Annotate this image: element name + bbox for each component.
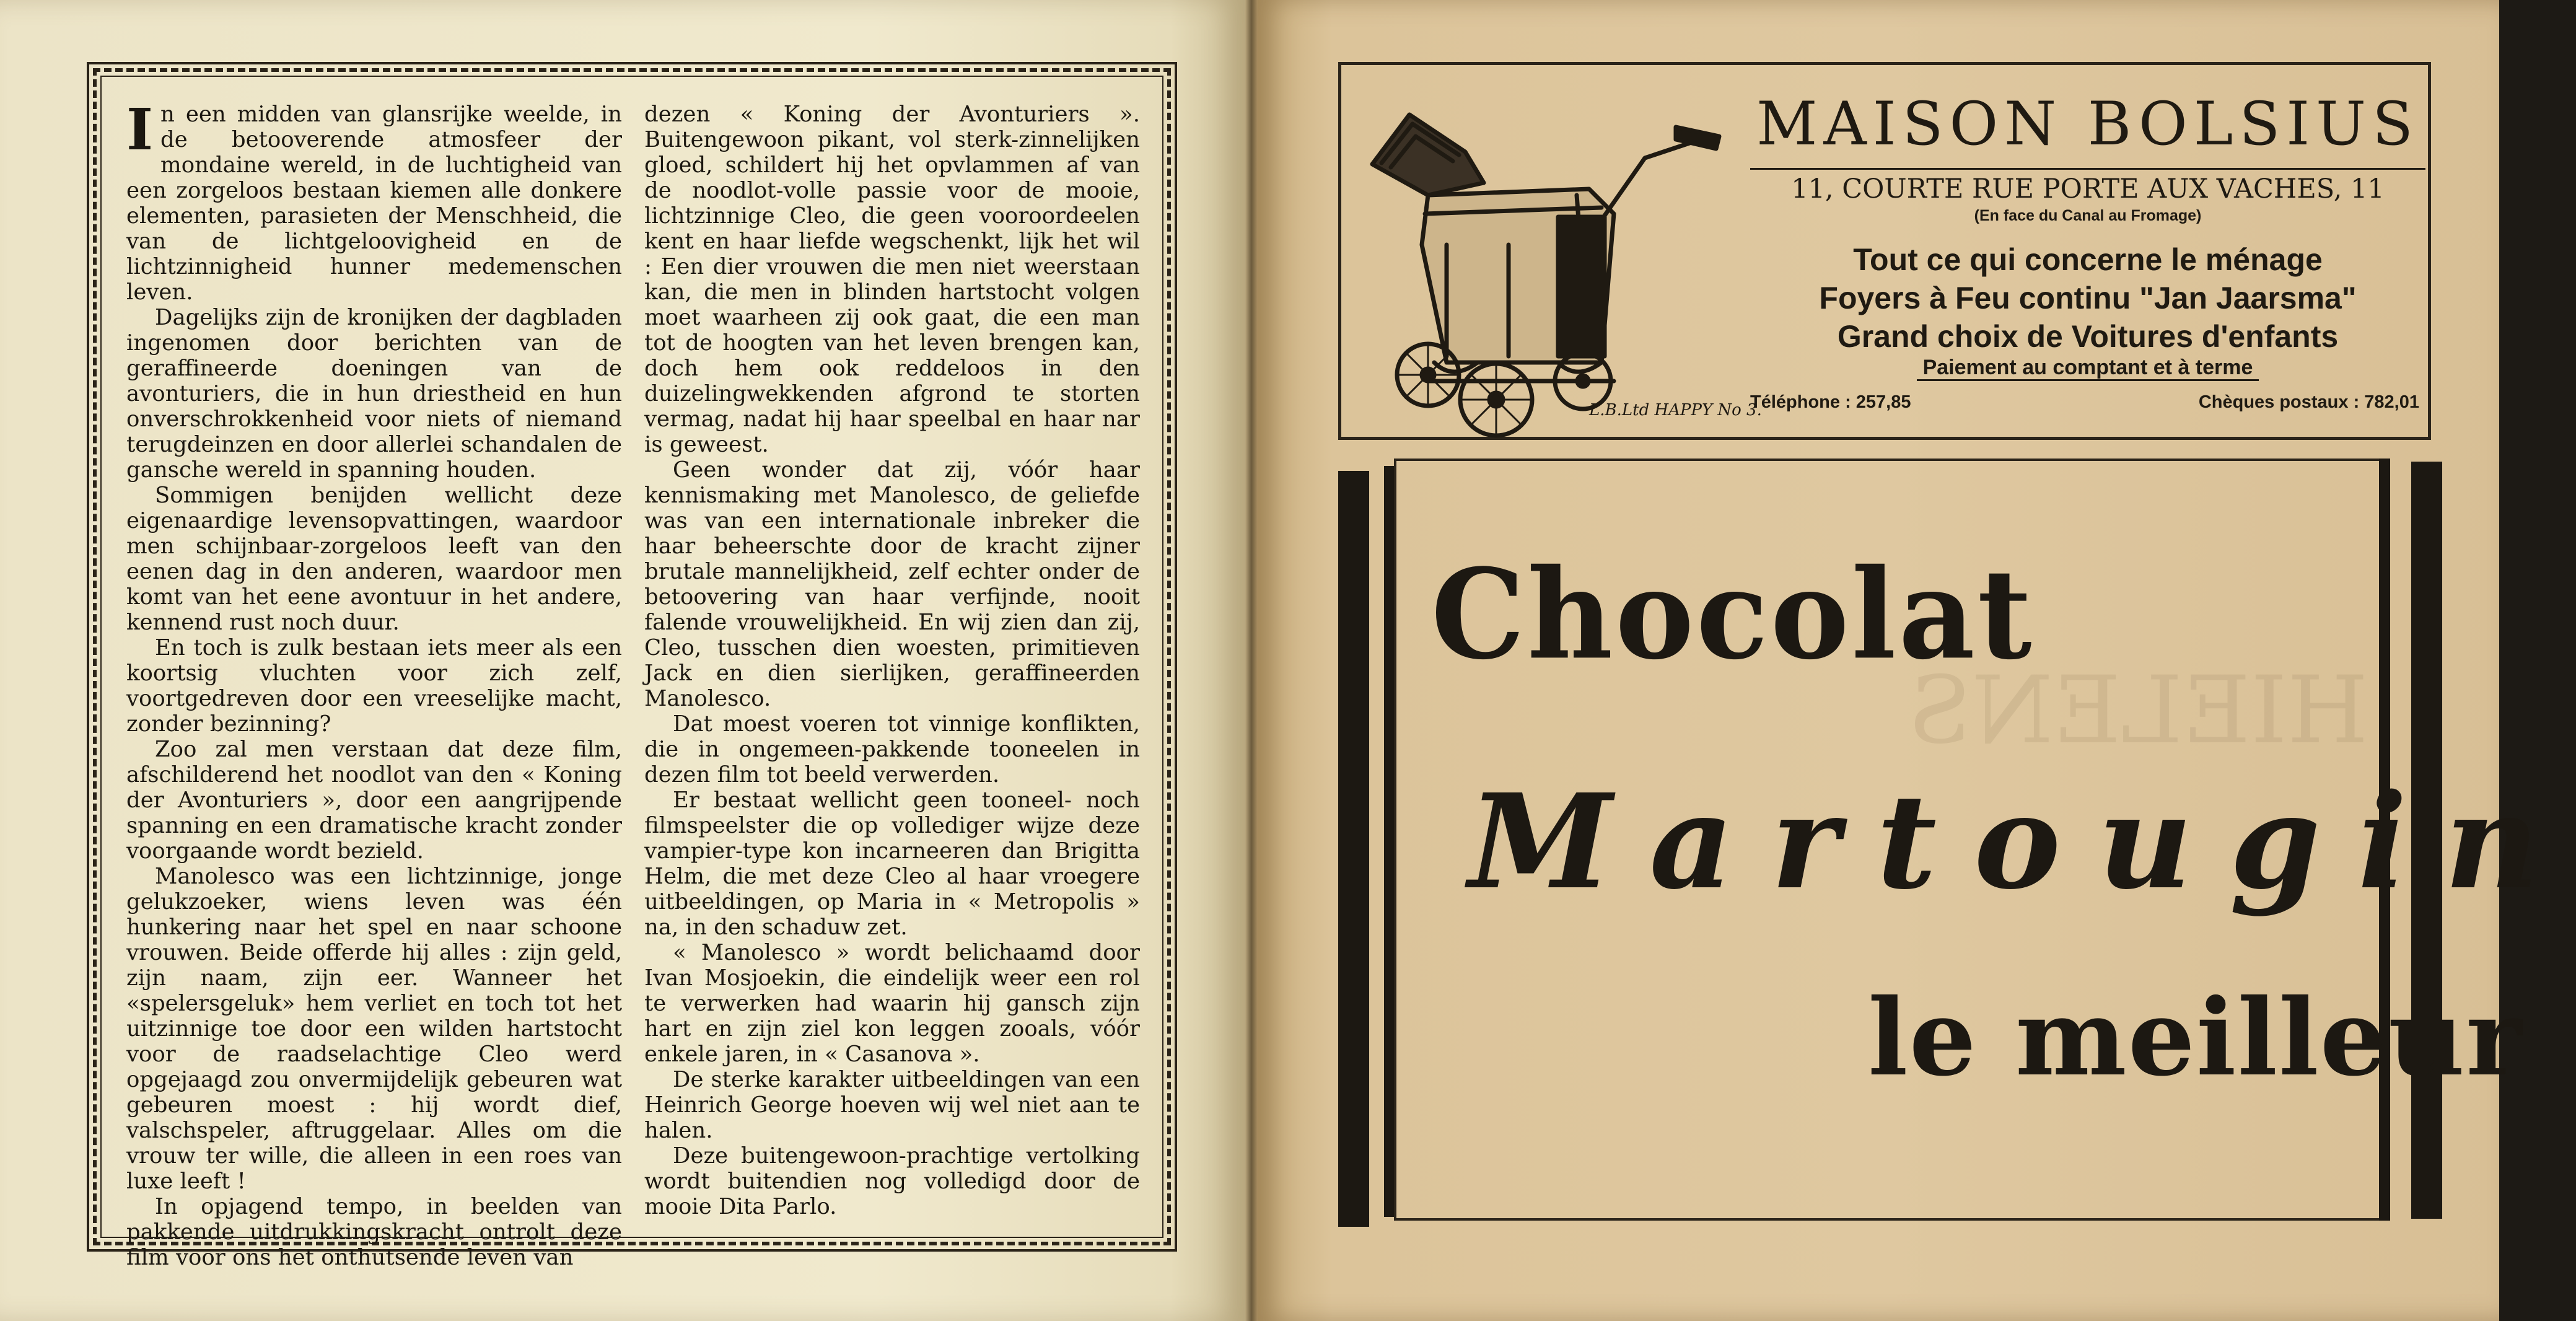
pram-caption: L.B.Ltd HAPPY No 3. bbox=[1589, 401, 1762, 419]
ad-phone: Téléphone : 257,85 bbox=[1750, 392, 1911, 412]
left-page bbox=[0, 0, 1245, 1321]
ad-line-3: Grand choix de Voitures d'enfants bbox=[1837, 319, 2339, 354]
paragraph: Deze buitengewoon-prachtige vertolking wordt buitendien nog volledigd door de mooie Dita Parlo. bbox=[644, 1143, 1140, 1219]
paragraph: Zoo zal men verstaan dat deze film, afschilderend het noodlot van den « Koning der Avonturiers », door een aangrijpende spanning en een dramatische kracht zonder voorgaande wordt bezield. bbox=[126, 737, 622, 864]
ad-word-martougin: Martougin bbox=[1468, 765, 2576, 918]
ad-payment-text: Paiement au comptant et à terme bbox=[1917, 356, 2259, 381]
paragraph: In opjagend tempo, in beelden van pakkende uitdrukkingskracht ontrolt deze film voor ons het onthutsende leven van bbox=[126, 1194, 622, 1270]
show-through: HIELENS bbox=[1908, 657, 2368, 765]
ad-word-le-meilleur: le meilleur bbox=[1868, 976, 2523, 1100]
book-gutter bbox=[1245, 0, 1258, 1321]
paragraph bbox=[126, 96, 622, 305]
paragraph: Geen wonder dat zij, vóór haar kennismaking met Manolesco, de geliefde was van een internationale inbreker die haar beheerschte door de kracht zijner brutale mannelijkheid, zelf echter onder de betoovering van haar verfijnde, nooit falende vrouwelijkheid. En wij zien dan zij, Cleo, tusschen dien woesten, primitieven Jack en dien sierlijken, geraffineerden Manolesco. bbox=[644, 457, 1140, 711]
article-column-2 bbox=[644, 102, 1140, 1217]
ad-maison-bolsius bbox=[1338, 62, 2431, 440]
paragraph: dezen « Koning der Avonturiers ». Buitengewoon pikant, vol sterk-zinnelijken gloed, schildert hij het opvlammen af van de noodlot-volle passie voor de mooie, lichtzinnige Cleo, die geen vooroordeelen kent en haar liefde wegschenkt, lijk het wil : Een dier vrouwen die men niet weerstaan kan, die men in blinden hartstocht volgen moet waarheen zij ook gaat, die een man tot de hoogten van het leven brengen kan, doch hem ook reddeloos in den duizelingwekkenden afgrond te storten vermag, nadat hij haar speelbal en haar nar is geweest. bbox=[644, 102, 1140, 457]
pram-illustration bbox=[1354, 90, 1762, 437]
paragraph: Manolesco was een lichtzinnige, jonge gelukzoeker, wiens leven was één hunkering naar het spel en naar schoone vrouwen. Beide offerde hij alles : zijn geld, zijn naam, zijn eer. Wanneer het «spelersgeluk» hem verliet en toch tot het uitzinnige toe door een wilden hartstocht voor de raadselachtige Cleo werd opgejaagd zou onvermijdelijk gebeuren wat gebeuren moest : hij wordt dief, valschspeler, aftruggelaar. Alles om die vrouw ter wille, die alleen in een roes van luxe leeft ! bbox=[126, 864, 622, 1194]
ad-address: 11, COURTE RUE PORTE AUX VACHES, 11 bbox=[1750, 168, 2425, 206]
paragraph: En toch is zulk bestaan iets meer als een koortsig vluchten voor zich zelf, voortgedreven door een vreeselijke macht, zonder bezinning? bbox=[126, 635, 622, 737]
paragraph: Sommigen benijden wellicht deze eigenaardige levensopvattingen, waardoor men schijnbaar-zorgeloos leeft van den eenen dag in den anderen, waardoor men komt van het eene avontuur in het andere, kennend rust noch duur. bbox=[126, 483, 622, 635]
ad-line-1: Tout ce qui concerne le ménage bbox=[1853, 242, 2323, 277]
article-column-1 bbox=[126, 96, 622, 1270]
ad-text-block bbox=[1750, 65, 2425, 437]
ad-cheques: Chèques postaux : 782,01 bbox=[2198, 392, 2419, 412]
ad-line-2: Foyers à Feu continu "Jan Jaarsma" bbox=[1819, 281, 2357, 315]
paragraph: Dat moest voeren tot vinnige konflikten, die in ongemeen-pakkende tooneelen in dezen film tot beeld verwerden. bbox=[644, 711, 1140, 788]
decorative-bar bbox=[1338, 471, 1369, 1227]
drop-cap: I bbox=[126, 96, 154, 163]
paragraph-text: n een midden van glansrijke weelde, in de betooverende atmosfeer der mondaine wereld, in de luchtigheid van een zorgeloos bestaan kiemen alle donkere elementen, parasieten der Menschheid, die van de lichtgeloovigheid en de lichtzinnigheid hunner medemenschen leven. bbox=[126, 102, 622, 305]
ad-subtitle: (En face du Canal au Fromage) bbox=[1974, 207, 2202, 224]
ad-payment bbox=[1750, 354, 2425, 380]
paragraph: Dagelijks zijn de kronijken der dagbladen ingenomen door berichten van de geraffineerde doeningen van de avonturiers, die in hun driestheid en hun onverschrokkenheid voor niets of niemand terugdeinzen en door allerlei schandalen de gansche wereld in spanning houden. bbox=[126, 305, 622, 483]
paragraph: « Manolesco » wordt belichaamd door Ivan Mosjoekin, die eindelijk weer een rol te verwerken had waarin hij gansch zijn hart en zijn ziel kon leggen zooals, vóór enkele jaren, in « Casanova ». bbox=[644, 940, 1140, 1067]
ad-word-chocolat: Chocolat bbox=[1431, 542, 2035, 687]
paragraph: De sterke karakter uitbeeldingen van een Heinrich George hoeven wij wel niet aan te halen. bbox=[644, 1067, 1140, 1143]
ad-title: MAISON BOLSIUS bbox=[1756, 89, 2419, 159]
article-frame bbox=[87, 62, 1177, 1270]
paragraph: Er bestaat wellicht geen tooneel- noch filmspeelster die op vollediger wijze deze vampier-type kon incarneeren dan Brigitta Helm, die met deze Cleo al haar vroegere uitbeeldingen, op Maria in « Metropolis » na, in den schaduw zet. bbox=[644, 788, 1140, 940]
